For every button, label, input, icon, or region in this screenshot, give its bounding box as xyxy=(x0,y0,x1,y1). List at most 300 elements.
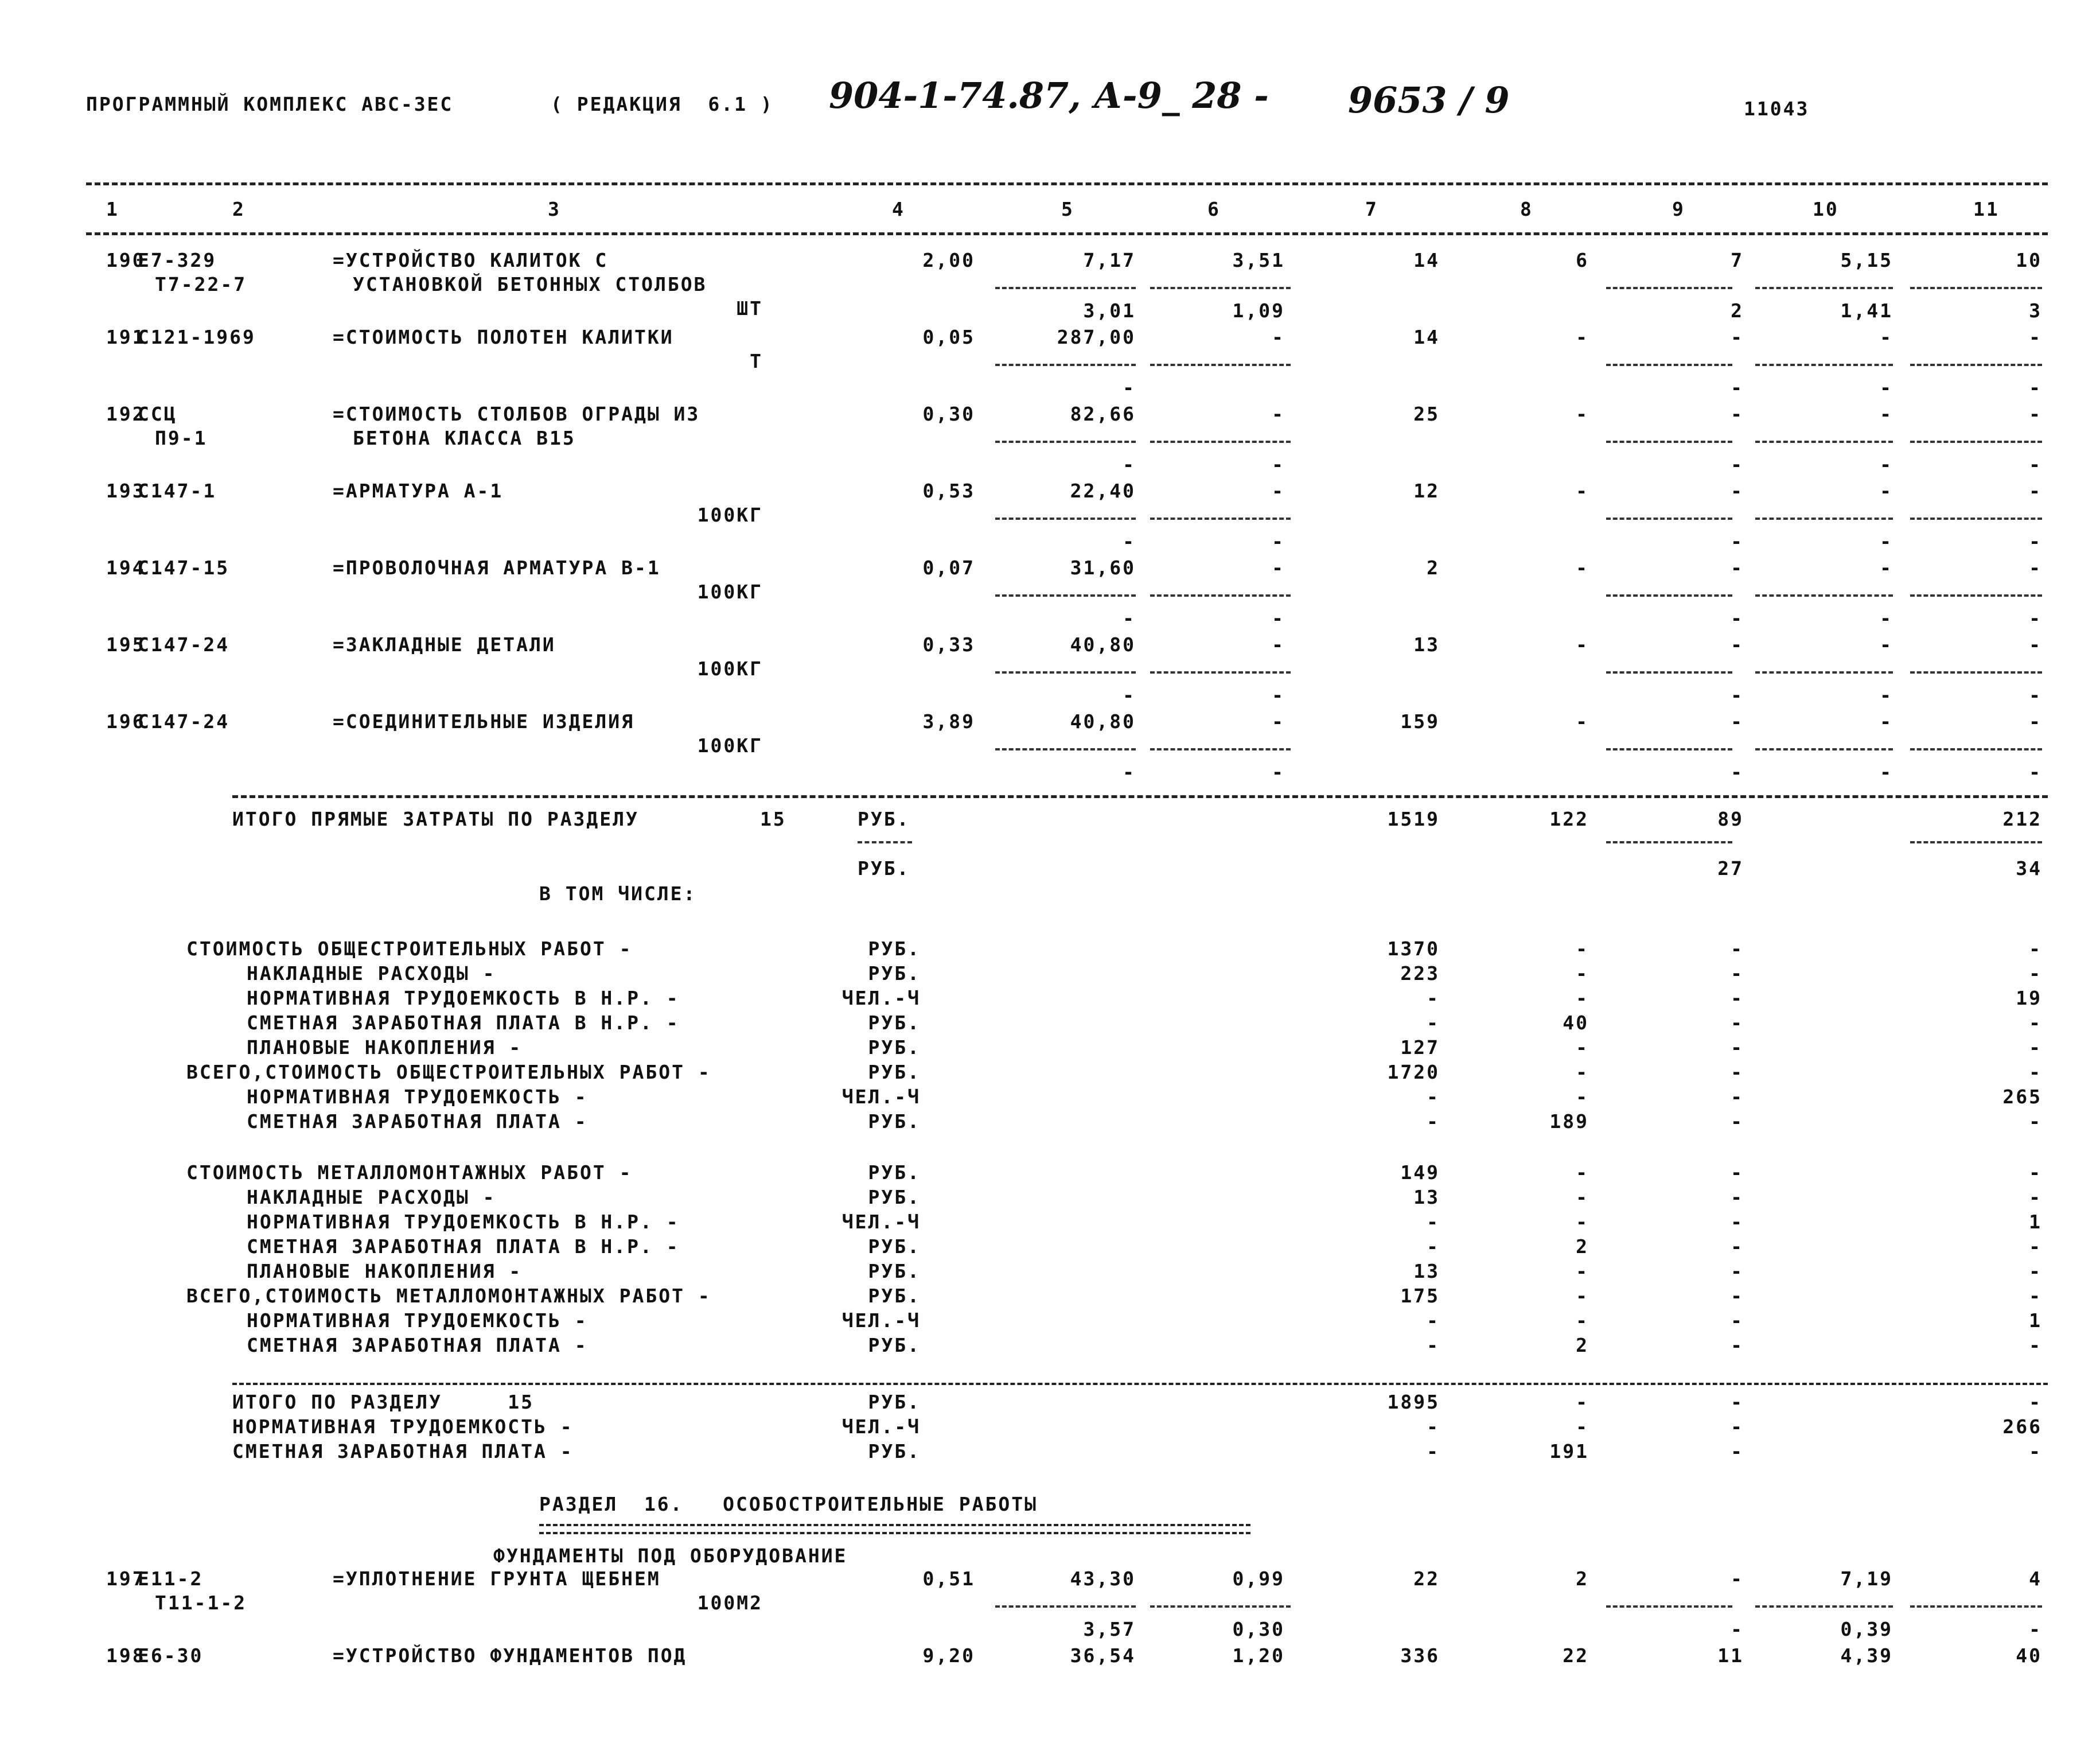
summary-c7: - xyxy=(1427,1012,1440,1034)
summary-c11: 19 xyxy=(2016,987,2042,1009)
cell-c5: 82,66 xyxy=(1070,403,1136,425)
summary-unit: РУБ. xyxy=(868,1036,921,1059)
subtotal-rule-c9 xyxy=(1606,364,1732,366)
cell-c10-secondary: 0,39 xyxy=(1840,1618,1893,1640)
summary-label: СМЕТНАЯ ЗАРАБОТНАЯ ПЛАТА - xyxy=(247,1334,588,1356)
section-total-unit: ЧЕЛ.-Ч xyxy=(841,1415,921,1438)
summary-c8: - xyxy=(1576,1086,1589,1108)
section16-subtitle: ФУНДАМЕНТЫ ПОД ОБОРУДОВАНИЕ xyxy=(493,1545,848,1567)
cell-c5-secondary: - xyxy=(1123,684,1136,706)
row-name: =УСТРОЙСТВО КАЛИТОК С xyxy=(333,249,609,271)
cell-c11: - xyxy=(2029,403,2042,425)
cell-c11: 40 xyxy=(2016,1644,2042,1667)
summary-label: СМЕТНАЯ ЗАРАБОТНАЯ ПЛАТА В Н.Р. - xyxy=(247,1012,680,1034)
row-number: 194 xyxy=(106,557,146,579)
cell-c9-secondary: - xyxy=(1731,761,1744,783)
row-name: =СТОИМОСТЬ ПОЛОТЕН КАЛИТКИ xyxy=(333,326,674,348)
total-direct-label: ИТОГО ПРЯМЫЕ ЗАТРАТЫ ПО РАЗДЕЛУ xyxy=(232,808,639,830)
cell-c9: - xyxy=(1731,480,1744,502)
section-total-c7: - xyxy=(1427,1415,1440,1438)
row-name: =АРМАТУРА А-1 xyxy=(333,480,504,502)
subtotal-rule-c10 xyxy=(1755,748,1893,750)
summary-c9: - xyxy=(1731,987,1744,1009)
total-direct-c7: 1519 xyxy=(1387,808,1440,830)
summary-c9: - xyxy=(1731,1235,1744,1258)
cell-c9-secondary: - xyxy=(1731,607,1744,629)
subtotal-rule-c10 xyxy=(1755,1605,1893,1608)
cell-qty: 9,20 xyxy=(922,1644,975,1667)
cell-c7: 14 xyxy=(1413,326,1440,348)
summary-c11: - xyxy=(2029,1036,2042,1059)
cell-qty: 0,07 xyxy=(922,557,975,579)
column-header-8: 8 xyxy=(1520,198,1533,220)
summary-c11: - xyxy=(2029,1161,2042,1184)
summary-c7: 149 xyxy=(1400,1161,1440,1184)
summary-label: СТОИМОСТЬ МЕТАЛЛОМОНТАЖНЫХ РАБОТ - xyxy=(186,1161,633,1184)
subtotal-rule-c9 xyxy=(1606,441,1732,443)
summary-unit: ЧЕЛ.-Ч xyxy=(841,1211,921,1233)
summary-c9: - xyxy=(1731,1012,1744,1034)
subtotal-rule-c6 xyxy=(1150,671,1291,674)
cell-qty: 0,53 xyxy=(922,480,975,502)
row-name2: БЕТОНА КЛАССА В15 xyxy=(353,427,576,449)
cell-c9: - xyxy=(1731,1567,1744,1590)
row-unit: 100КГ xyxy=(697,581,763,603)
unit-underline xyxy=(858,841,912,843)
cell-c6-secondary: - xyxy=(1272,530,1285,553)
cell-qty: 0,51 xyxy=(922,1567,975,1590)
cell-c5: 40,80 xyxy=(1070,633,1136,656)
summary-c8: - xyxy=(1576,1161,1589,1184)
row-unit: Т xyxy=(750,350,763,372)
summary-c7: - xyxy=(1427,1309,1440,1332)
summary-c9: - xyxy=(1731,1161,1744,1184)
cell-c8: - xyxy=(1576,710,1589,733)
section-total-unit: РУБ. xyxy=(868,1440,921,1463)
cell-c8: 2 xyxy=(1576,1567,1589,1590)
total-direct-c9: 89 xyxy=(1717,808,1744,830)
cell-c10: - xyxy=(1880,326,1893,348)
summary-label: НОРМАТИВНАЯ ТРУДОЕМКОСТЬ - xyxy=(247,1086,588,1108)
summary-c9: - xyxy=(1731,1061,1744,1083)
handwritten-code: 904-1-74.87, А-9_ 28 - xyxy=(829,75,1269,116)
c11-underline xyxy=(1910,841,2042,843)
cell-c10-secondary: - xyxy=(1880,453,1893,476)
subtotal-rule-c11 xyxy=(1910,441,2042,443)
subtotal-rule-c11 xyxy=(1910,518,2042,520)
cell-c5-secondary: - xyxy=(1123,453,1136,476)
summary-label: ВСЕГО,СТОИМОСТЬ ОБЩЕСТРОИТЕЛЬНЫХ РАБОТ - xyxy=(186,1061,711,1083)
cell-c6: - xyxy=(1272,480,1285,502)
cell-c6: 3,51 xyxy=(1232,249,1285,271)
summary-c8: - xyxy=(1576,938,1589,960)
cell-c7: 2 xyxy=(1427,557,1440,579)
subtotal-rule-c5 xyxy=(995,594,1136,597)
subtotal-rule-c9 xyxy=(1606,748,1732,750)
summary-unit: РУБ. xyxy=(868,1012,921,1034)
summary-c7: 1720 xyxy=(1387,1061,1440,1083)
summary-c11: 1 xyxy=(2029,1211,2042,1233)
subtotal-rule-c10 xyxy=(1755,518,1893,520)
subtotal-rule-c6 xyxy=(1150,441,1291,443)
cell-c8: - xyxy=(1576,326,1589,348)
column-header-10: 10 xyxy=(1813,198,1839,220)
section-total-c8: - xyxy=(1576,1391,1589,1413)
summary-label: НАКЛАДНЫЕ РАСХОДЫ - xyxy=(247,962,496,985)
cell-c5-secondary: - xyxy=(1123,530,1136,553)
cell-c9: - xyxy=(1731,557,1744,579)
summary-c8: - xyxy=(1576,1211,1589,1233)
summary-unit: РУБ. xyxy=(868,1110,921,1133)
total-direct-c11: 212 xyxy=(2002,808,2042,830)
subtotal-rule-c10 xyxy=(1755,287,1893,289)
cell-c10-secondary: - xyxy=(1880,376,1893,399)
section-total-label: НОРМАТИВНАЯ ТРУДОЕМКОСТЬ - xyxy=(232,1415,574,1438)
row-name2: УСТАНОВКОЙ БЕТОННЫХ СТОЛБОВ xyxy=(353,273,707,295)
cell-c6-secondary: 1,09 xyxy=(1232,299,1285,322)
cell-c9-secondary: 2 xyxy=(1731,299,1744,322)
subtotal-rule-c11 xyxy=(1910,748,2042,750)
summary-label: СМЕТНАЯ ЗАРАБОТНАЯ ПЛАТА В Н.Р. - xyxy=(247,1235,680,1258)
subtotal-rule-c11 xyxy=(1910,364,2042,366)
cell-c10: - xyxy=(1880,557,1893,579)
cell-c9-secondary: - xyxy=(1731,453,1744,476)
cell-c11: - xyxy=(2029,710,2042,733)
summary-c7: - xyxy=(1427,1235,1440,1258)
totals-rule xyxy=(232,795,2048,798)
cell-c6-secondary: - xyxy=(1272,453,1285,476)
summary-c8: - xyxy=(1576,987,1589,1009)
including-label: В ТОМ ЧИСЛЕ: xyxy=(539,882,697,905)
summary-c11: - xyxy=(2029,1012,2042,1034)
summary-c11: - xyxy=(2029,962,2042,985)
subtotal-rule-c6 xyxy=(1150,364,1291,366)
handwritten-number: 9653 / 9 xyxy=(1348,79,1510,121)
row-code2: П9-1 xyxy=(155,427,208,449)
cell-c11-secondary: - xyxy=(2029,376,2042,399)
summary-c11: - xyxy=(2029,1061,2042,1083)
column-header-9: 9 xyxy=(1672,198,1685,220)
cell-c11-secondary: - xyxy=(2029,453,2042,476)
program-title: ПРОГРАММНЫЙ КОМПЛЕКС АВС-ЗЕС xyxy=(86,93,454,115)
summary-c11: - xyxy=(2029,1285,2042,1307)
summary-label: ПЛАНОВЫЕ НАКОПЛЕНИЯ - xyxy=(247,1260,523,1282)
cell-c10: - xyxy=(1880,633,1893,656)
row-code: С147-1 xyxy=(138,480,217,502)
column-header-4: 4 xyxy=(892,198,905,220)
cell-c10: 5,15 xyxy=(1840,249,1893,271)
summary-c9: - xyxy=(1731,1309,1744,1332)
cell-c8: - xyxy=(1576,557,1589,579)
subtotal-rule-c6 xyxy=(1150,287,1291,289)
cell-c9-secondary: - xyxy=(1731,530,1744,553)
cell-c10-secondary: - xyxy=(1880,607,1893,629)
section-total-c11: - xyxy=(2029,1440,2042,1463)
cell-c5-secondary: 3,57 xyxy=(1083,1618,1136,1640)
subtotal-rule-c9 xyxy=(1606,594,1732,597)
summary-unit: РУБ. xyxy=(868,1334,921,1356)
summary-label: НОРМАТИВНАЯ ТРУДОЕМКОСТЬ - xyxy=(247,1309,588,1332)
summary-c9: - xyxy=(1731,1186,1744,1208)
cell-c9: - xyxy=(1731,403,1744,425)
cell-c11-secondary: - xyxy=(2029,761,2042,783)
summary-label: СМЕТНАЯ ЗАРАБОТНАЯ ПЛАТА - xyxy=(247,1110,588,1133)
summary-c9: - xyxy=(1731,1260,1744,1282)
summary-c8: 2 xyxy=(1576,1235,1589,1258)
subtotal-rule-c9 xyxy=(1606,671,1732,674)
row-code: Е11-2 xyxy=(138,1567,204,1590)
summary-unit: РУБ. xyxy=(868,962,921,985)
section-total-c11: - xyxy=(2029,1391,2042,1413)
summary-c8: - xyxy=(1576,962,1589,985)
total-direct-section: 15 xyxy=(760,808,786,830)
cell-c5-secondary: - xyxy=(1123,376,1136,399)
edition-label: ( РЕДАКЦИЯ 6.1 ) xyxy=(551,93,774,115)
row-unit: 100М2 xyxy=(697,1592,763,1614)
cell-c6: - xyxy=(1272,326,1285,348)
subtotal-rule-c11 xyxy=(1910,287,2042,289)
cell-c11-secondary: - xyxy=(2029,530,2042,553)
cell-c7: 22 xyxy=(1413,1567,1440,1590)
summary-c9: - xyxy=(1731,938,1744,960)
row-name: =СОЕДИНИТЕЛЬНЫЕ ИЗДЕЛИЯ xyxy=(333,710,634,733)
cell-c11: - xyxy=(2029,326,2042,348)
subtotal-rule-c5 xyxy=(995,441,1136,443)
row-name: =УСТРОЙСТВО ФУНДАМЕНТОВ ПОД xyxy=(333,1644,687,1667)
cell-c10: 7,19 xyxy=(1840,1567,1893,1590)
summary-label: ВСЕГО,СТОИМОСТЬ МЕТАЛЛОМОНТАЖНЫХ РАБОТ - xyxy=(186,1285,711,1307)
cell-c6-secondary: 0,30 xyxy=(1232,1618,1285,1640)
cell-c10: - xyxy=(1880,710,1893,733)
summary-label: НОРМАТИВНАЯ ТРУДОЕМКОСТЬ В Н.Р. - xyxy=(247,987,680,1009)
section-total-c8: 191 xyxy=(1549,1440,1589,1463)
cell-qty: 0,30 xyxy=(922,403,975,425)
summary-c7: 13 xyxy=(1413,1260,1440,1282)
cell-c9-secondary: - xyxy=(1731,1618,1744,1640)
summary-c8: - xyxy=(1576,1036,1589,1059)
cell-c6: - xyxy=(1272,710,1285,733)
row-number: 198 xyxy=(106,1644,146,1667)
subtotal-rule-c5 xyxy=(995,1605,1136,1608)
row-number: 195 xyxy=(106,633,146,656)
section16-title: РАЗДЕЛ 16. ОСОБОСТРОИТЕЛЬНЫЕ РАБОТЫ xyxy=(539,1493,1038,1515)
subtotal-rule-c11 xyxy=(1910,594,2042,597)
cell-c5: 36,54 xyxy=(1070,1644,1136,1667)
cell-c9-secondary: - xyxy=(1731,684,1744,706)
summary-c8: - xyxy=(1576,1061,1589,1083)
cell-c11: - xyxy=(2029,480,2042,502)
row-number: 190 xyxy=(106,249,146,271)
section-total-c9: - xyxy=(1731,1391,1744,1413)
row-unit: ШТ xyxy=(737,297,763,320)
cell-c10-secondary: - xyxy=(1880,761,1893,783)
cell-c6: 0,99 xyxy=(1232,1567,1285,1590)
cell-c5: 7,17 xyxy=(1083,249,1136,271)
cell-c5-secondary: - xyxy=(1123,761,1136,783)
column-header-7: 7 xyxy=(1365,198,1378,220)
cell-c11: 4 xyxy=(2029,1567,2042,1590)
column-header-1: 1 xyxy=(106,198,119,220)
summary-c8: 2 xyxy=(1576,1334,1589,1356)
column-header-3: 3 xyxy=(548,198,561,220)
cell-c7: 12 xyxy=(1413,480,1440,502)
cell-c11-secondary: 3 xyxy=(2029,299,2042,322)
summary-label: НАКЛАДНЫЕ РАСХОДЫ - xyxy=(247,1186,496,1208)
cell-c7: 159 xyxy=(1400,710,1440,733)
subtotal-rule-c5 xyxy=(995,518,1136,520)
summary-c9: - xyxy=(1731,1211,1744,1233)
total-direct-unit: РУБ. xyxy=(858,808,910,830)
row-name: =УПЛОТНЕНИЕ ГРУНТА ЩЕБНЕМ xyxy=(333,1567,661,1590)
summary-c11: 265 xyxy=(2002,1086,2042,1108)
total-direct-unit2: РУБ. xyxy=(858,857,910,880)
summary-c7: - xyxy=(1427,1211,1440,1233)
row-code: ССЦ xyxy=(138,403,177,425)
column-header-2: 2 xyxy=(232,198,246,220)
column-header-6: 6 xyxy=(1207,198,1221,220)
row-number: 192 xyxy=(106,403,146,425)
section-total-label: ИТОГО ПО РАЗДЕЛУ 15 xyxy=(232,1391,534,1413)
row-name: =ЗАКЛАДНЫЕ ДЕТАЛИ xyxy=(333,633,556,656)
summary-unit: ЧЕЛ.-Ч xyxy=(841,987,921,1009)
summary-unit: РУБ. xyxy=(868,1260,921,1282)
summary-c8: - xyxy=(1576,1285,1589,1307)
cell-qty: 0,05 xyxy=(922,326,975,348)
cell-qty: 2,00 xyxy=(922,249,975,271)
cell-c10-secondary: - xyxy=(1880,684,1893,706)
cell-c5: 22,40 xyxy=(1070,480,1136,502)
row-number: 193 xyxy=(106,480,146,502)
summary-unit: РУБ. xyxy=(868,938,921,960)
row-unit: 100КГ xyxy=(697,658,763,680)
cell-c11-secondary: - xyxy=(2029,607,2042,629)
cell-c9: - xyxy=(1731,633,1744,656)
cell-c5: 43,30 xyxy=(1070,1567,1136,1590)
summary-c9: - xyxy=(1731,1036,1744,1059)
section-total-c9: - xyxy=(1731,1440,1744,1463)
summary-unit: РУБ. xyxy=(868,1186,921,1208)
summary-c8: 40 xyxy=(1563,1012,1589,1034)
column-header-5: 5 xyxy=(1061,198,1074,220)
cell-c11-secondary: - xyxy=(2029,1618,2042,1640)
subtotal-rule-c11 xyxy=(1910,671,2042,674)
cell-c7: 14 xyxy=(1413,249,1440,271)
cell-c9: - xyxy=(1731,326,1744,348)
row-name: =ПРОВОЛОЧНАЯ АРМАТУРА В-1 xyxy=(333,557,661,579)
cell-c6: - xyxy=(1272,633,1285,656)
row-code: С147-24 xyxy=(138,633,230,656)
subtotal-rule-c10 xyxy=(1755,594,1893,597)
summary-unit: ЧЕЛ.-Ч xyxy=(841,1309,921,1332)
summary-c11: 1 xyxy=(2029,1309,2042,1332)
summary-c11: - xyxy=(2029,1186,2042,1208)
cell-c9: 11 xyxy=(1717,1644,1744,1667)
header-rule-bottom xyxy=(86,232,2048,235)
cell-c7: 25 xyxy=(1413,403,1440,425)
summary-c8: 189 xyxy=(1549,1110,1589,1133)
subtotal-rule-c10 xyxy=(1755,671,1893,674)
cell-c10-secondary: 1,41 xyxy=(1840,299,1893,322)
subtotal-rule-c5 xyxy=(995,671,1136,674)
summary-c7: 1370 xyxy=(1387,938,1440,960)
cell-c6-secondary: - xyxy=(1272,761,1285,783)
cell-c5: 31,60 xyxy=(1070,557,1136,579)
row-unit: 100КГ xyxy=(697,734,763,757)
summary-c9: - xyxy=(1731,962,1744,985)
cell-c8: - xyxy=(1576,403,1589,425)
cell-c7: 13 xyxy=(1413,633,1440,656)
cell-c10: 4,39 xyxy=(1840,1644,1893,1667)
column-header-11: 11 xyxy=(1973,198,2000,220)
cell-c5: 40,80 xyxy=(1070,710,1136,733)
section-total-c11: 266 xyxy=(2002,1415,2042,1438)
summary-c11: - xyxy=(2029,1235,2042,1258)
summary-c7: - xyxy=(1427,1086,1440,1108)
header-rule-top xyxy=(86,182,2048,185)
subtotal-rule-c10 xyxy=(1755,441,1893,443)
cell-c9: 7 xyxy=(1731,249,1744,271)
total-direct-c11b: 34 xyxy=(2016,857,2042,880)
summary-c7: - xyxy=(1427,1110,1440,1133)
summary-c11: - xyxy=(2029,1260,2042,1282)
subtotal-rule-c5 xyxy=(995,748,1136,750)
cell-c6: - xyxy=(1272,557,1285,579)
subtotal-rule-c9 xyxy=(1606,287,1732,289)
subtotal-rule-c6 xyxy=(1150,518,1291,520)
summary-label: НОРМАТИВНАЯ ТРУДОЕМКОСТЬ В Н.Р. - xyxy=(247,1211,680,1233)
cell-c5-secondary: 3,01 xyxy=(1083,299,1136,322)
summary-unit: РУБ. xyxy=(868,1161,921,1184)
cell-c8: 6 xyxy=(1576,249,1589,271)
c9-underline xyxy=(1606,841,1732,843)
cell-c10: - xyxy=(1880,403,1893,425)
subtotal-rule-c6 xyxy=(1150,1605,1291,1608)
summary-c8: - xyxy=(1576,1186,1589,1208)
summary-label: ПЛАНОВЫЕ НАКОПЛЕНИЯ - xyxy=(247,1036,523,1059)
summary-label: СТОИМОСТЬ ОБЩЕСТРОИТЕЛЬНЫХ РАБОТ - xyxy=(186,938,633,960)
cell-c11-secondary: - xyxy=(2029,684,2042,706)
row-code: С147-24 xyxy=(138,710,230,733)
page-number: 11043 xyxy=(1744,98,1810,120)
cell-c11: 10 xyxy=(2016,249,2042,271)
section-total-c7: - xyxy=(1427,1440,1440,1463)
summary-c8: - xyxy=(1576,1260,1589,1282)
cell-c6: 1,20 xyxy=(1232,1644,1285,1667)
row-code2: Т11-1-2 xyxy=(155,1592,247,1614)
summary-c8: - xyxy=(1576,1309,1589,1332)
cell-c11: - xyxy=(2029,557,2042,579)
row-unit: 100КГ xyxy=(697,504,763,526)
summary-unit: РУБ. xyxy=(868,1235,921,1258)
summary-c7: 127 xyxy=(1400,1036,1440,1059)
row-number: 197 xyxy=(106,1567,146,1590)
subtotal-rule-c9 xyxy=(1606,518,1732,520)
row-code: С121-1969 xyxy=(138,326,256,348)
row-code: Е6-30 xyxy=(138,1644,204,1667)
cell-c10: - xyxy=(1880,480,1893,502)
summary-c9: - xyxy=(1731,1086,1744,1108)
section-total-c7: 1895 xyxy=(1387,1391,1440,1413)
subtotal-rule-c5 xyxy=(995,287,1136,289)
subtotal-rule-c10 xyxy=(1755,364,1893,366)
summary-unit: ЧЕЛ.-Ч xyxy=(841,1086,921,1108)
subtotal-rule-c11 xyxy=(1910,1605,2042,1608)
cell-c8: - xyxy=(1576,633,1589,656)
row-number: 196 xyxy=(106,710,146,733)
section16-underline xyxy=(539,1524,1250,1534)
summary-c7: 223 xyxy=(1400,962,1440,985)
cell-c6: - xyxy=(1272,403,1285,425)
